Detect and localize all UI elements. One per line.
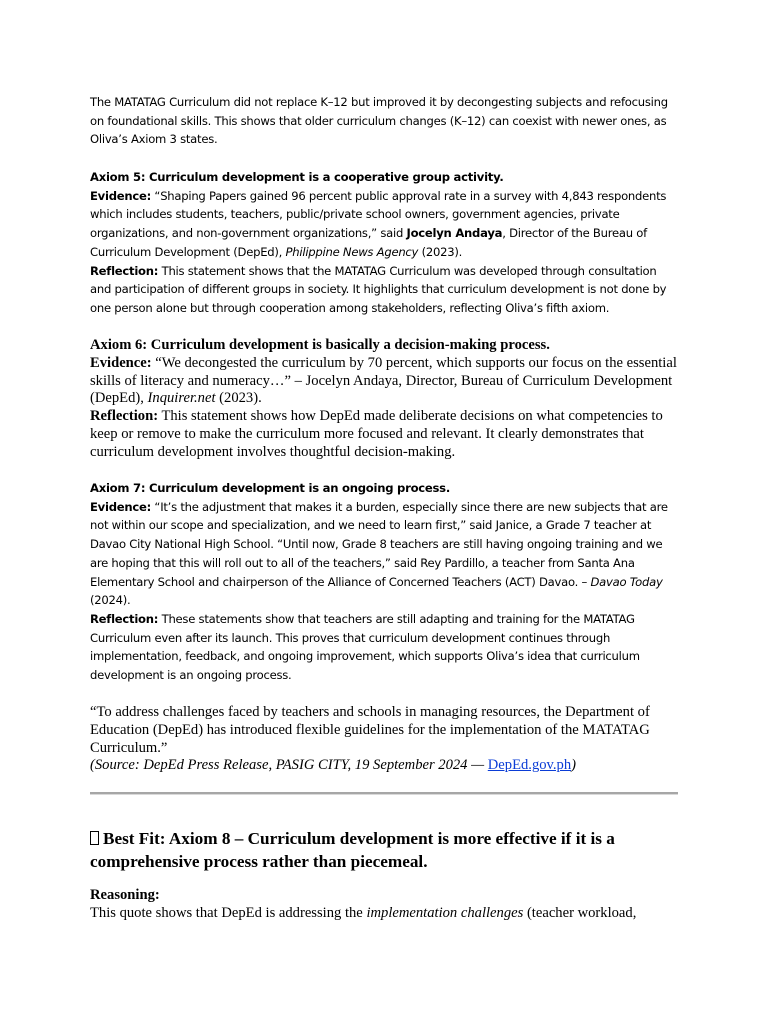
axiom7-heading: Axiom 7: Curriculum development is an ongoing process. <box>90 481 450 495</box>
axiom5-heading: Axiom 5: Curriculum development is a cooperative group activity. <box>90 170 504 184</box>
axiom5-evidence-text-2: , Director of the Bureau of Curriculum Development (DepEd), <box>90 226 647 259</box>
axiom6-reflection <box>90 408 680 461</box>
reasoning-text <box>90 905 680 923</box>
axiom5-reflection <box>90 262 680 318</box>
axiom7-evidence <box>90 498 680 610</box>
deped-link[interactable]: DepEd.gov.ph <box>487 757 572 774</box>
missing-glyph-icon <box>90 831 99 845</box>
intro-text: The MATATAG Curriculum did not replace K–12 but improved it by decongesting subjects and refocusing on foundational skills. This shows that older curriculum changes (K–12) can coexist with newer ones, as Oliva’s Axiom 3 states. <box>90 95 668 147</box>
quote-text: “To address challenges faced by teachers and schools in managing resources, the Department of Education (DepEd) has introduced flexible guidelines for the implementation of the MATATAG Curriculum.” <box>90 704 650 756</box>
axiom7-reflection-label: Reflection: <box>90 611 159 626</box>
axiom6-evidence-text: “We decongested the curriculum by 70 percent, which supports our focus on the essential skills of literacy and numeracy…” – Jocelyn Andaya, Director, Bureau of Curriculum Development (DepEd), <box>90 354 677 407</box>
intro-paragraph <box>90 93 680 149</box>
axiom6-reflection-label: Reflection: <box>90 408 159 425</box>
quote-source-suffix: ) <box>571 757 576 774</box>
axiom6-evidence-year: (2023). <box>215 390 262 407</box>
axiom7-evidence-text: “It’s the adjustment that makes it a burden, especially since there are new subjects that are not within our scope and specialization, and we need to learn first,” said Janice, a Grade 7 teacher at Davao City National High School. “Until now, Grade 8 teachers are still having ongoing training and we are hoping that this will roll out to all of the teachers,” said Rey Pardillo, a teacher from Santa Ana Elementary School and chairperson of the Alliance of Concerned Teachers (ACT) Davao. – <box>90 499 668 589</box>
axiom7-evidence-year: (2024). <box>90 593 131 608</box>
axiom7-evidence-source: Davao Today <box>590 574 663 589</box>
axiom5-evidence-name: Jocelyn Andaya <box>406 226 503 241</box>
axiom5-evidence-label: Evidence: <box>90 188 151 203</box>
axiom6-reflection-text: This statement shows how DepEd made deliberate decisions on what competencies to keep or remove to make the curriculum more focused and relevant. It clearly demonstrates that curriculum development involves thoughtful decision-making. <box>90 408 663 460</box>
horizontal-divider <box>90 792 678 795</box>
axiom5-evidence <box>90 187 680 262</box>
quote-section <box>90 704 680 775</box>
axiom7-reflection <box>90 610 680 685</box>
axiom5-reflection-label: Reflection: <box>90 263 159 278</box>
axiom5-evidence-text: “Shaping Papers gained 96 percent public approval rate in a survey with 4,843 respondents which includes students, teachers, public/private school owners, government agencies, private organizations, and non-government organizations,” said <box>90 188 667 241</box>
bestfit-heading <box>90 828 680 873</box>
axiom5-section <box>90 168 680 318</box>
bestfit-heading-text: Best Fit: Axiom 8 – Curriculum development is more effective if it is a comprehensive process rather than piecemeal. <box>90 829 615 871</box>
quote-source-prefix: (Source: DepEd Press Release, PASIG CITY, 19 September 2024 — <box>90 757 488 774</box>
reasoning-section <box>90 887 680 923</box>
axiom6-evidence-label: Evidence: <box>90 354 152 371</box>
reasoning-text-1: This quote shows that DepEd is addressing the <box>90 904 367 921</box>
axiom6-evidence-source: Inquirer.net <box>147 390 216 407</box>
axiom5-evidence-year: (2023). <box>418 244 463 259</box>
reasoning-text-2: (teacher workload, <box>523 904 637 921</box>
quote-source <box>90 757 680 775</box>
axiom5-evidence-source: Philippine News Agency <box>285 244 419 259</box>
reasoning-label: Reasoning: <box>90 887 160 903</box>
axiom6-heading: Axiom 6: Curriculum development is basically a decision-making process. <box>90 337 550 353</box>
axiom7-evidence-label: Evidence: <box>90 499 151 514</box>
reasoning-text-italic: implementation challenges <box>366 904 524 921</box>
axiom6-evidence <box>90 355 680 408</box>
axiom7-reflection-text: These statements show that teachers are still adapting and training for the MATATAG Curriculum even after its launch. This proves that curriculum development continues through implementation, feedback, and ongoing improvement, which supports Oliva’s idea that curriculum development is an ongoing process. <box>90 611 640 683</box>
axiom6-section <box>90 337 680 462</box>
axiom5-reflection-text: This statement shows that the MATATAG Curriculum was developed through consultation and participation of different groups in society. It highlights that curriculum development is not done by one person alone but through cooperation among stakeholders, reflecting Oliva’s fifth axiom. <box>90 263 667 315</box>
axiom7-section <box>90 479 680 685</box>
